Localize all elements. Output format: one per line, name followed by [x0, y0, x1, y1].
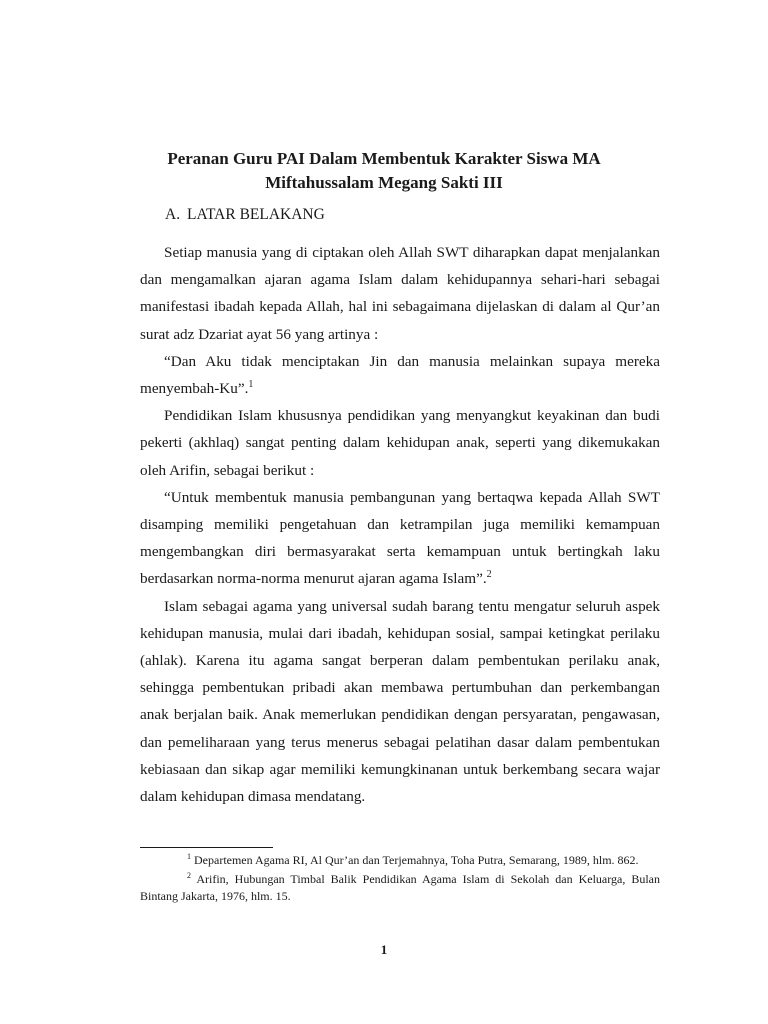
- section-number: A.: [165, 206, 181, 223]
- paragraph-text: Pendidikan Islam khususnya pendidikan yang menyangkut keyakinan dan budi pekerti (akhlaq) sangat penting dalam kehidupan anak, seperti yang dikemukakan oleh Arifin, sebagai berikut :: [140, 407, 660, 479]
- section-label: LATAR BELAKANG: [187, 206, 325, 223]
- footnote-mark: 2: [187, 871, 191, 880]
- footnote-text: Arifin, Hubungan Timbal Balik Pendidikan Agama Islam di Sekolah dan Keluarga, Bulan Bintang Jakarta, 1976, hlm. 15.: [140, 872, 660, 903]
- paragraph: [140, 484, 660, 593]
- paragraph-text: Islam sebagai agama yang universal sudah barang tentu mengatur seluruh aspek kehidupan manusia, mulai dari ibadah, kehidupan sosial, sampai ketingkat perilaku (ahlak). Karena itu agama sangat berperan dalam pembentukan perilaku anak, sehingga pembentukan pribadi akan membawa pertumbuhan dan perkembangan anak berjalan baik. Anak memerlukan pendidikan dengan persyaratan, pengawasan, dan pemeliharaan yang terus menerus sebagai pelatihan dasar dalam pembentukan kebiasaan dan sikap agar memiliki kemungkinanan untuk berkembang secara wajar dalam kehidupan dimasa mendatang.: [140, 597, 660, 806]
- body-text: [140, 239, 660, 810]
- footnote-text: Departemen Agama RI, Al Qur’an dan Terjemahnya, Toha Putra, Semarang, 1989, hlm. 862.: [191, 853, 639, 867]
- paragraph-text: “Untuk membentuk manusia pembangunan yang bertaqwa kepada Allah SWT disamping memiliki pengetahuan dan ketrampilan juga memiliki kemampuan mengembangkan diri bermasyarakat serta kemampuan untuk bertingkah laku berdasarkan norma-norma menurut ajaran agama Islam”.: [140, 488, 660, 588]
- paragraph-text: “Dan Aku tidak menciptakan Jin dan manusia melainkan supaya mereka menyembah-Ku”.: [140, 352, 660, 398]
- footnote-reference[interactable]: 1: [248, 378, 254, 390]
- footnote: [140, 852, 660, 869]
- footnotes: [140, 852, 660, 907]
- footnote-separator: [140, 847, 273, 848]
- paragraph: [140, 593, 660, 811]
- footnote-reference[interactable]: 2: [486, 569, 492, 581]
- title-line-1: Peranan Guru PAI Dalam Membentuk Karakter Siswa MA: [167, 149, 601, 168]
- paragraph-text: Setiap manusia yang di ciptakan oleh Allah SWT diharapkan dapat menjalankan dan mengamalkan ajaran agama Islam dalam kehidupannya sehari-hari sebagai manifestasi ibadah kepada Allah, hal ini sebagaimana dijelaskan di dalam al Qur’an surat adz Dzariat ayat 56 yang artinya :: [140, 244, 660, 343]
- section-heading: [165, 204, 325, 226]
- paragraph: [140, 239, 660, 348]
- document-title: [100, 147, 668, 195]
- title-line-2: Miftahussalam Megang Sakti III: [265, 173, 503, 192]
- page-number: 1: [380, 942, 388, 957]
- paragraph: [140, 348, 660, 402]
- paragraph: [140, 402, 660, 484]
- footnote: [140, 871, 660, 905]
- footnote-mark: 1: [187, 852, 191, 861]
